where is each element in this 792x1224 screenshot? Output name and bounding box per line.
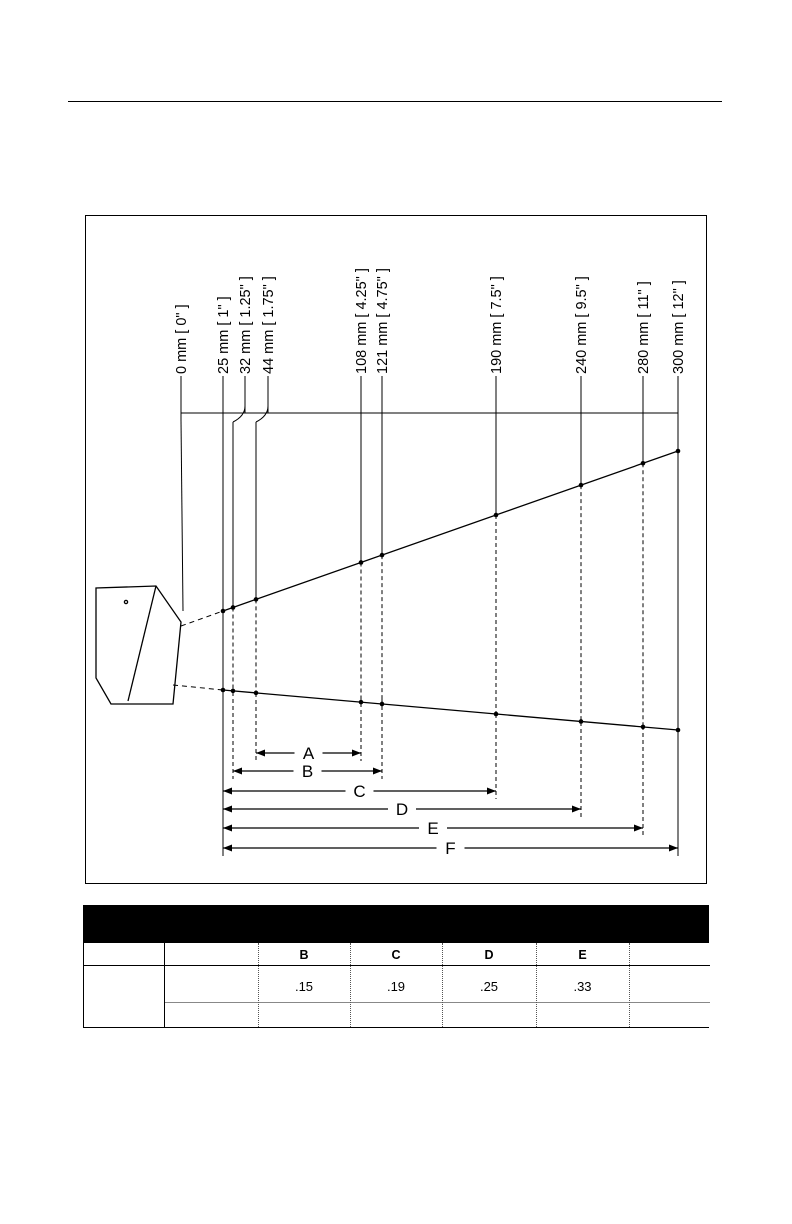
- beam-point: [254, 597, 259, 602]
- beam-point: [676, 449, 681, 454]
- column-header-d: D: [484, 948, 494, 962]
- beam-edge-dashed-top: [181, 611, 223, 626]
- scanner-face-leader: [181, 420, 183, 611]
- distance-leader: [256, 406, 268, 422]
- beam-point: [359, 560, 364, 565]
- distance-label: 121 mm [ 4.75" ]: [375, 268, 391, 374]
- value-b: .15: [294, 979, 314, 994]
- beam-point: [494, 513, 499, 518]
- range-table: [83, 905, 709, 1028]
- arrowhead: [223, 825, 232, 832]
- distance-label: 25 mm [ 1" ]: [216, 296, 232, 374]
- beam-point: [231, 605, 236, 610]
- table-grid: [83, 943, 709, 1028]
- beam-edge-top: [223, 451, 678, 611]
- table-divider: [629, 943, 630, 1027]
- distance-label: 44 mm [ 1.75" ]: [261, 276, 277, 374]
- arrowhead: [373, 768, 382, 775]
- page-header-rule: [68, 101, 722, 102]
- distance-label: 280 mm [ 11" ]: [636, 281, 652, 374]
- range-letter-c: C: [353, 782, 366, 801]
- arrowhead: [223, 806, 232, 813]
- scanner-icon: [96, 586, 181, 704]
- distance-label: 300 mm [ 12" ]: [671, 280, 687, 374]
- arrowhead: [487, 788, 496, 795]
- arrowhead: [572, 806, 581, 813]
- beam-edge-dashed-bottom: [173, 685, 223, 690]
- range-letter-e: E: [427, 819, 439, 838]
- table-rule: [84, 965, 710, 966]
- beam-point: [380, 553, 385, 558]
- table-divider: [164, 943, 165, 1027]
- column-header-c: C: [391, 948, 401, 962]
- value-d: .25: [479, 979, 499, 994]
- range-letter-d: D: [395, 800, 409, 819]
- beam-point: [221, 609, 226, 614]
- distance-leader: [233, 406, 245, 422]
- value-e: .33: [573, 979, 592, 994]
- arrowhead: [256, 750, 265, 757]
- column-header-b: B: [299, 948, 309, 962]
- range-letter-a: A: [302, 744, 315, 763]
- table-header-bar: [83, 905, 709, 943]
- range-letter-b: B: [301, 762, 314, 781]
- arrowhead: [634, 825, 643, 832]
- beam-point: [641, 461, 646, 466]
- read-range-figure: [85, 215, 707, 884]
- scan-field-diagram: [86, 216, 708, 885]
- value-c: .19: [386, 979, 406, 994]
- arrowhead: [233, 768, 242, 775]
- beam-point: [579, 483, 584, 488]
- range-letter-f: F: [445, 839, 456, 858]
- column-header-e: E: [578, 948, 587, 962]
- distance-label: 190 mm [ 7.5" ]: [489, 276, 505, 374]
- distance-label: 32 mm [ 1.25" ]: [238, 276, 254, 374]
- arrowhead: [223, 788, 232, 795]
- distance-label: 240 mm [ 9.5" ]: [574, 276, 590, 374]
- arrowhead: [352, 750, 361, 757]
- arrowhead: [223, 845, 232, 852]
- distance-label: 0 mm [ 0" ]: [174, 304, 190, 374]
- beam-edge-bottom: [223, 690, 678, 730]
- arrowhead: [669, 845, 678, 852]
- distance-label: 108 mm [ 4.25" ]: [354, 268, 370, 374]
